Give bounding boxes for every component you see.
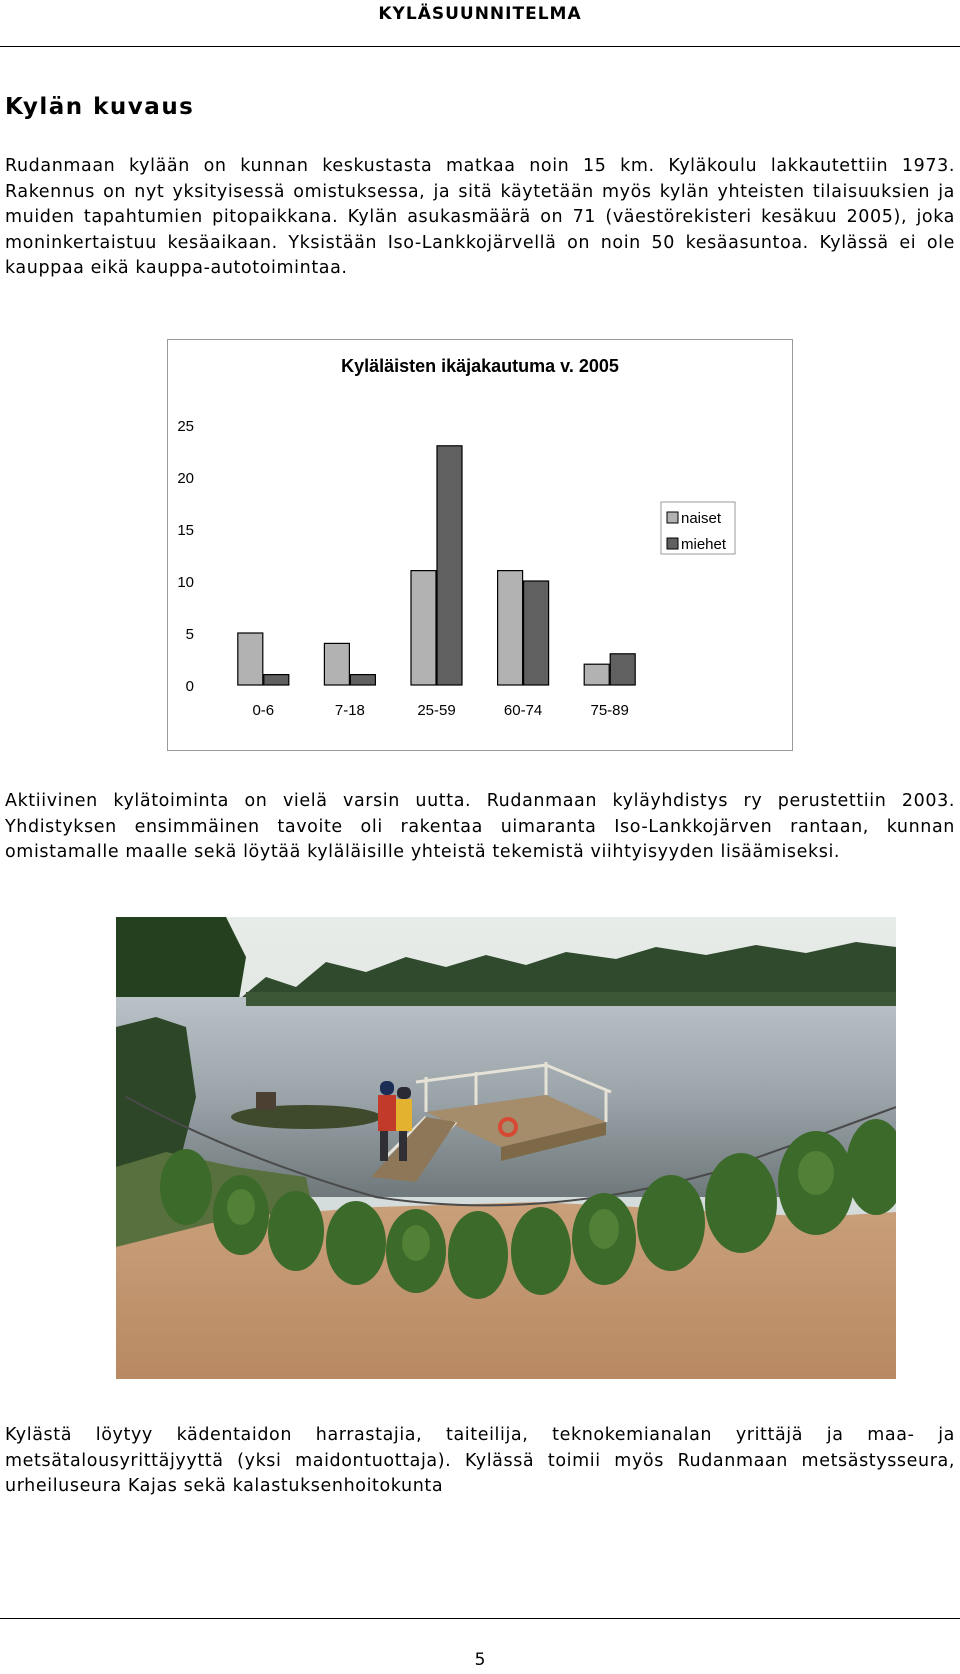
legend-swatch-miehet (667, 538, 678, 549)
legend-label-miehet: miehet (681, 536, 727, 553)
y-tick-label-0: 0 (185, 678, 194, 695)
x-tick-label-4: 75-89 (590, 702, 629, 719)
page-number: 5 (474, 1650, 486, 1670)
y-tick-label-4: 20 (177, 470, 194, 487)
bar-naiset-25-59 (411, 571, 436, 685)
y-tick-label-2: 10 (177, 574, 194, 591)
lake-dock-photo (116, 917, 896, 1379)
header-divider (0, 46, 960, 47)
bar-naiset-0-6 (238, 633, 263, 685)
bar-miehet-7-18 (350, 675, 375, 685)
y-tick-label-1: 5 (185, 626, 194, 643)
section-heading: Kylän kuvaus (5, 94, 195, 120)
y-tick-label-5: 25 (177, 418, 194, 435)
chart-title: Kyläläisten ikäjakautuma v. 2005 (341, 356, 619, 376)
bar-naiset-7-18 (324, 643, 349, 685)
x-tick-label-1: 7-18 (334, 702, 365, 719)
x-tick-label-3: 60-74 (503, 702, 543, 719)
bar-miehet-25-59 (437, 446, 462, 685)
bar-naiset-75-89 (584, 664, 609, 685)
bar-miehet-60-74 (524, 581, 549, 685)
bar-miehet-0-6 (264, 675, 289, 685)
page-header (0, 0, 960, 48)
document-title: KYLÄSUUNNITELMA (378, 4, 582, 24)
x-tick-label-0: 0-6 (252, 702, 275, 719)
paragraph-village-activity: Aktiivinen kylätoiminta on vielä varsin uutta. Rudanmaan kyläyhdistys ry perustettiin 2003. Yhdistyksen ensimmäinen tavoite oli rakentaa uimaranta Iso-Lankkojärven rantaan, kunnan omistamalle maalle sekä löytää kyläläisille yhteistä tekemistä viihtyisyyden lisäämiseksi. (5, 791, 955, 862)
legend-swatch-naiset (667, 512, 678, 523)
legend-label-naiset: naiset (681, 510, 722, 527)
y-tick-label-3: 15 (177, 522, 194, 539)
chart-canvas (168, 340, 792, 750)
age-distribution-chart (167, 339, 793, 751)
x-tick-label-2: 25-59 (417, 702, 456, 719)
bar-miehet-75-89 (610, 654, 635, 685)
paragraph-village-intro: Rudanmaan kylään on kunnan keskustasta matkaa noin 15 km. Kyläkoulu lakkautettiin 1973. Rakennus on nyt yksityisessä omistuksessa, ja sitä käytetään myös kylän yhteisten tilaisuuksien ja muiden tapahtumien pitopaikkana. Kylän asukasmäärä on 71 (väestörekisteri kesäkuu 2005), joka moninkertaistuu kesäaikaan. Yksistään Iso-Lankkojärvellä on noin 50 kesäasuntoa. Kylässä ei ole kauppaa eikä kauppa-autotoimintaa. (5, 156, 955, 278)
paragraph-village-residents: Kylästä löytyy kädentaidon harrastajia, taiteilija, teknokemianalan yrittäjä ja maa- ja metsätalousyrittäjyyttä (yksi maidontuottaja). Kylässä toimii myös Rudanmaan metsästysseura, urheiluseura Kajas sekä kalastuksenhoitokunta (5, 1425, 955, 1496)
footer-divider (0, 1618, 960, 1619)
bar-naiset-60-74 (498, 571, 523, 685)
